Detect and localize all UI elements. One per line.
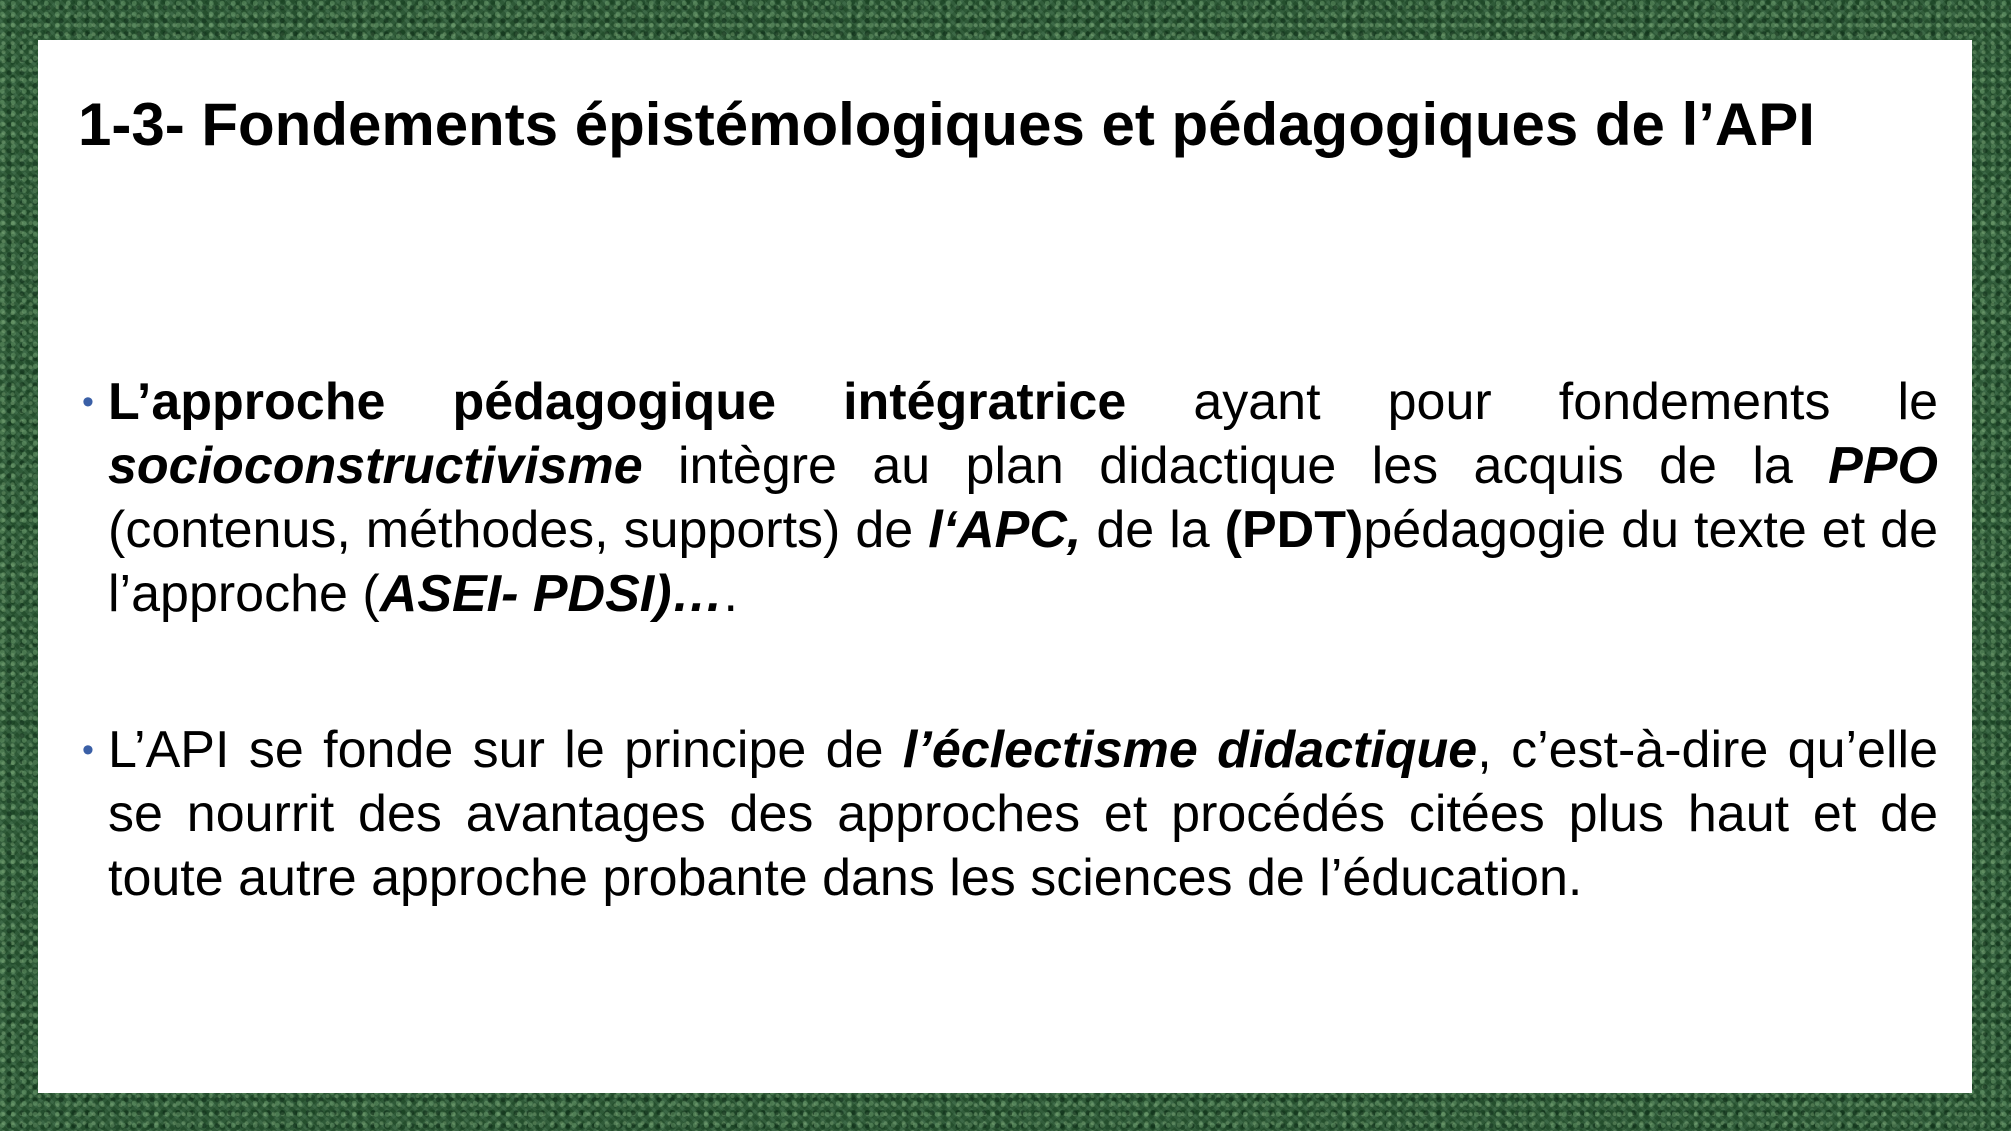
bullet-text: (contenus, méthodes, supports) de [108, 501, 929, 559]
bullet-text-bold-italic: PPO [1828, 437, 1938, 495]
bullet-text-bold-italic: l’éclectisme didactique [902, 721, 1478, 779]
bullet-text: L’API se fonde sur le principe de [108, 721, 903, 779]
bullet-item-2 [82, 718, 1938, 910]
bullet-text-bold: (PDT) [1224, 501, 1364, 559]
bullet-text: pédagogie du texte et de l’approche ( [108, 501, 1938, 623]
bullet-text-bold: L’approche pédagogique intégratrice [108, 373, 1127, 431]
bullet-text-bold-italic: socioconstructivisme [108, 437, 643, 495]
bullet-marker: • [82, 383, 94, 421]
bullet-text: , c’est-à-dire qu’elle se nourrit des avantages des approches et procédés citées plus haut et de toute autre approche probante dans les sciences de l’éducation. [108, 721, 1938, 907]
bullet-text: de la [1081, 501, 1225, 559]
bullet-text: . [723, 565, 738, 623]
bullet-text-bold-italic: ASEI- PDSI)… [379, 565, 724, 623]
bullet-text: intègre au plan didactique les acquis de la [642, 437, 1829, 495]
slide [38, 40, 1972, 1093]
bullet-text-bold-italic: l‘APC, [928, 501, 1082, 559]
bullet-item-1 [82, 370, 1938, 626]
bullet-marker: • [82, 731, 94, 769]
bullet-list [82, 370, 1938, 910]
bullet-text: ayant pour fondements le [1126, 373, 1939, 431]
slide-title: 1-3- Fondements épistémologiques et pédagogiques de l’API [78, 91, 1815, 158]
